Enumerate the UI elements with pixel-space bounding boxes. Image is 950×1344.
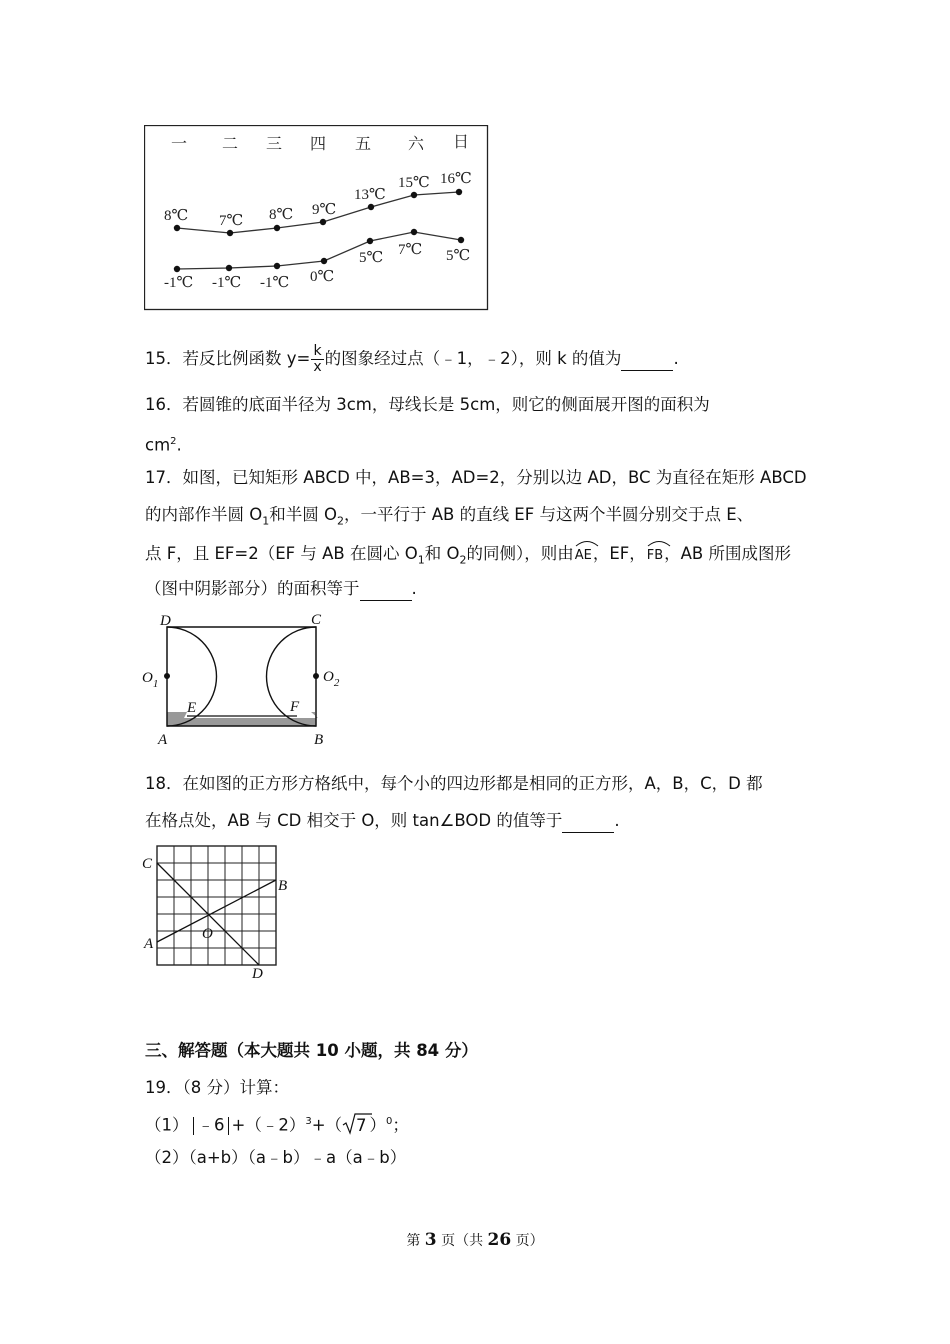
q17-subscript: 1 xyxy=(417,553,425,567)
low-temp-label: 5℃ xyxy=(359,250,384,266)
q17-text-2c: ，一平行于 AB 的直线 EF 与这两个半圆分别交于点 E、 xyxy=(343,505,754,524)
label-a: A xyxy=(144,936,154,952)
low-temp-label: 5℃ xyxy=(446,248,471,264)
day-label: 一 xyxy=(170,136,188,153)
question-17-line-1 xyxy=(145,467,807,489)
label-a: A xyxy=(158,732,168,748)
section-heading xyxy=(145,1040,478,1062)
low-temp-label: 7℃ xyxy=(398,242,423,258)
page-number: 3 xyxy=(424,1230,437,1250)
radicand: 7 xyxy=(356,1115,367,1135)
q19-p1-end: ； xyxy=(392,1115,409,1135)
answer-blank xyxy=(562,810,614,833)
q15-end: . xyxy=(673,349,679,368)
question-16-line-2 xyxy=(145,431,182,457)
question-15 xyxy=(145,344,679,375)
q18-text-1: 18．在如图的正方形方格纸中，每个小的四边形都是相同的正方形，A，B，C，D 都 xyxy=(145,774,763,793)
segment-ab xyxy=(157,880,276,942)
q17-text-2b: 和半圆 O xyxy=(269,505,337,524)
day-label: 四 xyxy=(309,136,327,153)
q17-text-2a: 的内部作半圆 O xyxy=(145,505,263,524)
fraction-k-over-x xyxy=(311,344,323,375)
q18-text-2: 在格点处，AB 与 CD 相交于 O，则 tan∠BOD 的值等于 xyxy=(145,811,563,830)
label-d: D xyxy=(160,613,171,629)
label-o: O xyxy=(202,926,213,942)
high-temp-label: 8℃ xyxy=(269,207,294,223)
q19-p1-term: +（﹣2） xyxy=(231,1115,306,1135)
fraction-denominator: x xyxy=(313,359,322,375)
q17-subscript: 2 xyxy=(336,514,344,528)
section-title: 三、解答题（本大题共 10 小题，共 84 分） xyxy=(145,1041,478,1060)
high-temp-label: 8℃ xyxy=(164,208,189,224)
day-label: 二 xyxy=(221,136,239,153)
q17-text-3d: ，EF， xyxy=(592,544,646,563)
high-temp-label: 15℃ xyxy=(398,175,430,191)
label-e: E xyxy=(187,700,197,716)
high-temp-label: 9℃ xyxy=(312,202,337,218)
label-d: D xyxy=(252,966,263,982)
arc-fb xyxy=(647,541,663,567)
low-temp-label: -1℃ xyxy=(212,275,242,291)
question-19-part-2 xyxy=(145,1147,406,1169)
answer-blank xyxy=(621,348,673,371)
question-19-part-1 xyxy=(145,1111,409,1137)
label-o1: $O_1$ xyxy=(142,670,159,690)
footer-mid: 页（共 xyxy=(436,1233,488,1249)
low-temp-label: -1℃ xyxy=(260,275,290,291)
day-label: 六 xyxy=(407,136,425,153)
footer-post: 页） xyxy=(511,1233,544,1249)
q17-end: . xyxy=(411,579,417,598)
q19-p1-label: （1） xyxy=(145,1115,189,1135)
q16-text: 16．若圆锥的底面半径为 3cm，母线长是 5cm，则它的侧面展开图的面积为 xyxy=(145,395,710,414)
footer-pre: 第 xyxy=(406,1233,425,1249)
q19-title: 19．（8 分）计算： xyxy=(145,1078,289,1097)
answer-blank xyxy=(360,578,412,601)
q17-text-1: 17．如图，已知矩形 ABCD 中，AB=3，AD=2，分别以边 AD，BC 为直径在矩形 ABCD xyxy=(145,468,807,487)
q17-text-3c: 的同侧），则由 xyxy=(466,544,574,563)
q19-p1-paren: +（ xyxy=(311,1115,343,1135)
q17-text-4: （图中阴影部分）的面积等于 xyxy=(145,579,360,598)
grid-figure xyxy=(140,840,300,985)
label-c: C xyxy=(142,856,153,872)
q17-text-3e: ，AB 所围成图形 xyxy=(664,544,791,563)
high-temp-label: 13℃ xyxy=(354,187,386,203)
weather-figure xyxy=(144,125,489,311)
day-label: 五 xyxy=(354,136,372,153)
abs-bar xyxy=(193,1117,194,1135)
q19-p1-exponent: 0 xyxy=(386,1116,393,1127)
q18-end: . xyxy=(614,811,620,830)
label-c: C xyxy=(311,612,322,628)
question-17-line-3 xyxy=(145,541,791,571)
fraction-numerator: k xyxy=(311,344,323,360)
q17-subscript: 2 xyxy=(459,553,467,567)
question-17-line-2 xyxy=(145,504,753,532)
high-temp-label: 16℃ xyxy=(440,171,472,187)
q16-unit-exponent: 2 xyxy=(170,436,177,447)
low-temp-label: -1℃ xyxy=(164,275,194,291)
day-label: 日 xyxy=(452,134,470,151)
question-19-title xyxy=(145,1077,289,1099)
q15-suffix: 的图象经过点（﹣1，﹣2），则 k 的值为 xyxy=(324,349,622,368)
q15-prefix: 15．若反比例函数 y= xyxy=(145,349,311,368)
sqrt-7 xyxy=(342,1115,370,1137)
q19-p2-text: （2）（a+b）（a﹣b）﹣a（a﹣b） xyxy=(145,1148,407,1167)
q19-p1-abs-value: ﹣6 xyxy=(197,1115,225,1135)
arc-ae-label: AE xyxy=(574,548,592,563)
question-17-line-4 xyxy=(145,578,417,601)
total-pages: 26 xyxy=(487,1230,512,1250)
radical-icon xyxy=(342,1113,372,1135)
label-f: F xyxy=(290,699,300,715)
q19-p1-exponent: 3 xyxy=(305,1116,312,1127)
question-16-line-1 xyxy=(145,394,710,416)
question-18-line-2 xyxy=(145,810,620,833)
q16-end: . xyxy=(176,435,182,455)
q16-unit: cm xyxy=(145,435,171,455)
arc-ae xyxy=(575,541,592,567)
label-o2: $O_2$ xyxy=(323,669,340,689)
day-label: 三 xyxy=(265,136,283,153)
page-footer xyxy=(0,1230,950,1250)
abs-bar xyxy=(228,1117,229,1135)
question-18-line-1 xyxy=(145,773,763,795)
high-temp-label: 7℃ xyxy=(219,213,244,229)
label-b: B xyxy=(314,732,324,748)
q17-text-3b: 和 O xyxy=(424,544,460,563)
low-temp-label: 0℃ xyxy=(310,269,335,285)
label-b: B xyxy=(278,878,288,894)
arc-fb-label: FB xyxy=(646,548,664,563)
q19-p1-paren-close: ） xyxy=(369,1115,387,1135)
q17-text-3a: 点 F，且 EF=2（EF 与 AB 在圆心 O xyxy=(145,544,418,563)
rectangle-semicircle-figure xyxy=(140,610,360,750)
q17-subscript: 1 xyxy=(262,514,270,528)
